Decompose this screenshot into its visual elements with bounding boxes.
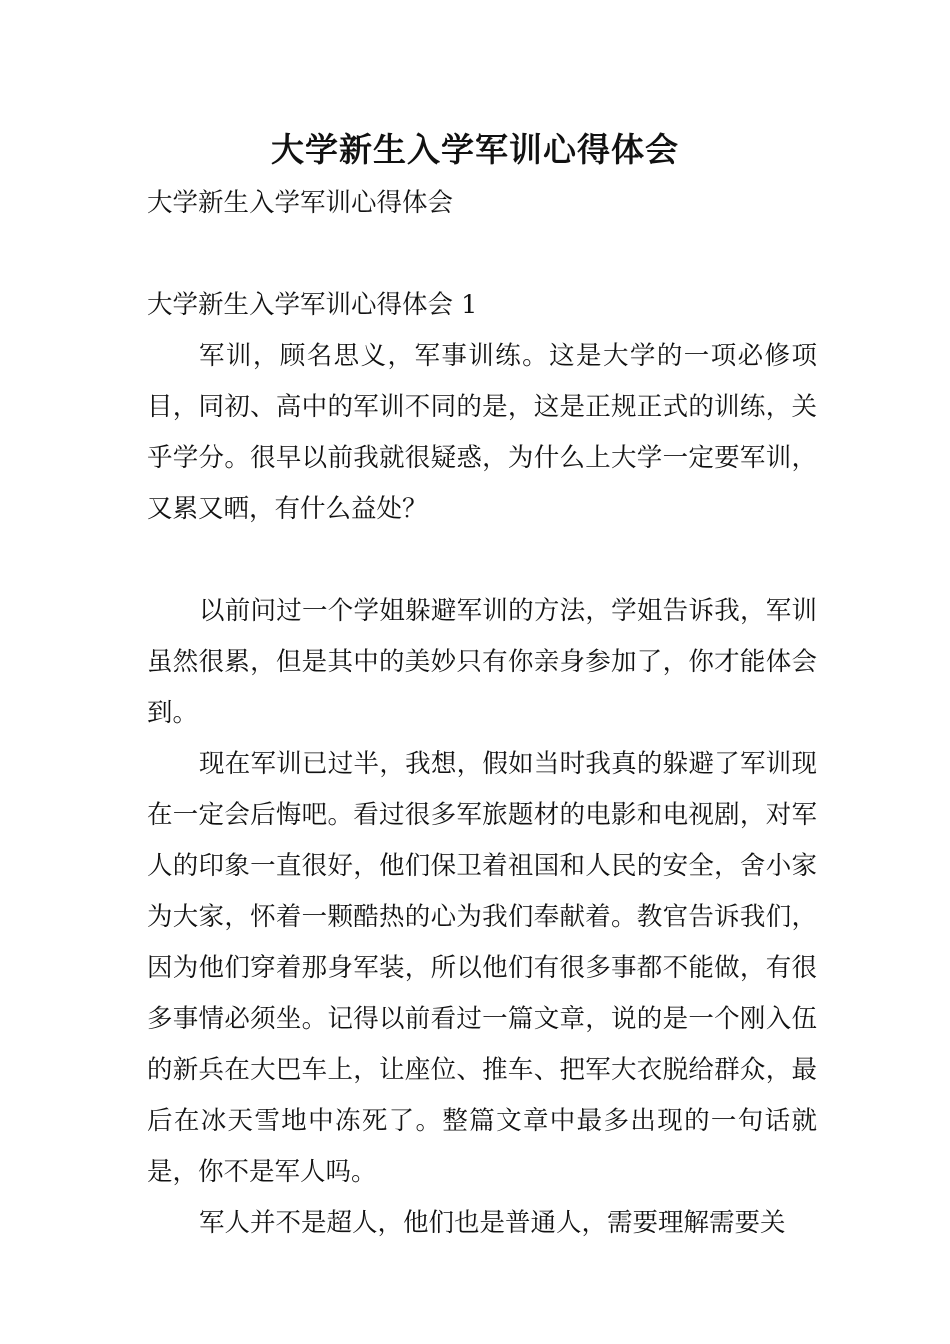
document-title: 大学新生入学军训心得体会 [271, 130, 679, 169]
blank-line [147, 229, 817, 280]
document-body [147, 178, 817, 1249]
section-heading: 大学新生入学军训心得体会 1 [147, 290, 478, 320]
paragraph-2: 以前问过一个学姐躲避军训的方法，学姐告诉我，军训虽然很累，但是其中的美妙只有你亲身参加了，你才能体会到。 [147, 596, 817, 728]
document-subtitle: 大学新生入学军训心得体会 [147, 188, 454, 218]
paragraph-4: 军人并不是超人，他们也是普通人，需要理解需要关 [199, 1208, 786, 1238]
paragraph-1: 军训，顾名思义，军事训练。这是大学的一项必修项目，同初、高中的军训不同的是，这是正规正式的训练，关乎学分。很早以前我就很疑惑，为什么上大学一定要军训，又累又晒，有什么益处？ [147, 341, 817, 524]
blank-line [147, 535, 817, 586]
paragraph-3: 现在军训已过半，我想，假如当时我真的躲避了军训现在一定会后悔吧。看过很多军旅题材的电影和电视剧，对军人的印象一直很好，他们保卫着祖国和人民的安全，舍小家为大家，怀着一颗酷热的心为我们奉献着。教官告诉我们，因为他们穿着那身军装，所以他们有很多事都不能做，有很多事情必须坐。记得以前看过一篇文章，说的是一个刚入伍的新兵在大巴车上，让座位、推车、把军大衣脱给群众，最后在冰天雪地中冻死了。整篇文章中最多出现的一句话就是，你不是军人吗。 [147, 749, 817, 1187]
